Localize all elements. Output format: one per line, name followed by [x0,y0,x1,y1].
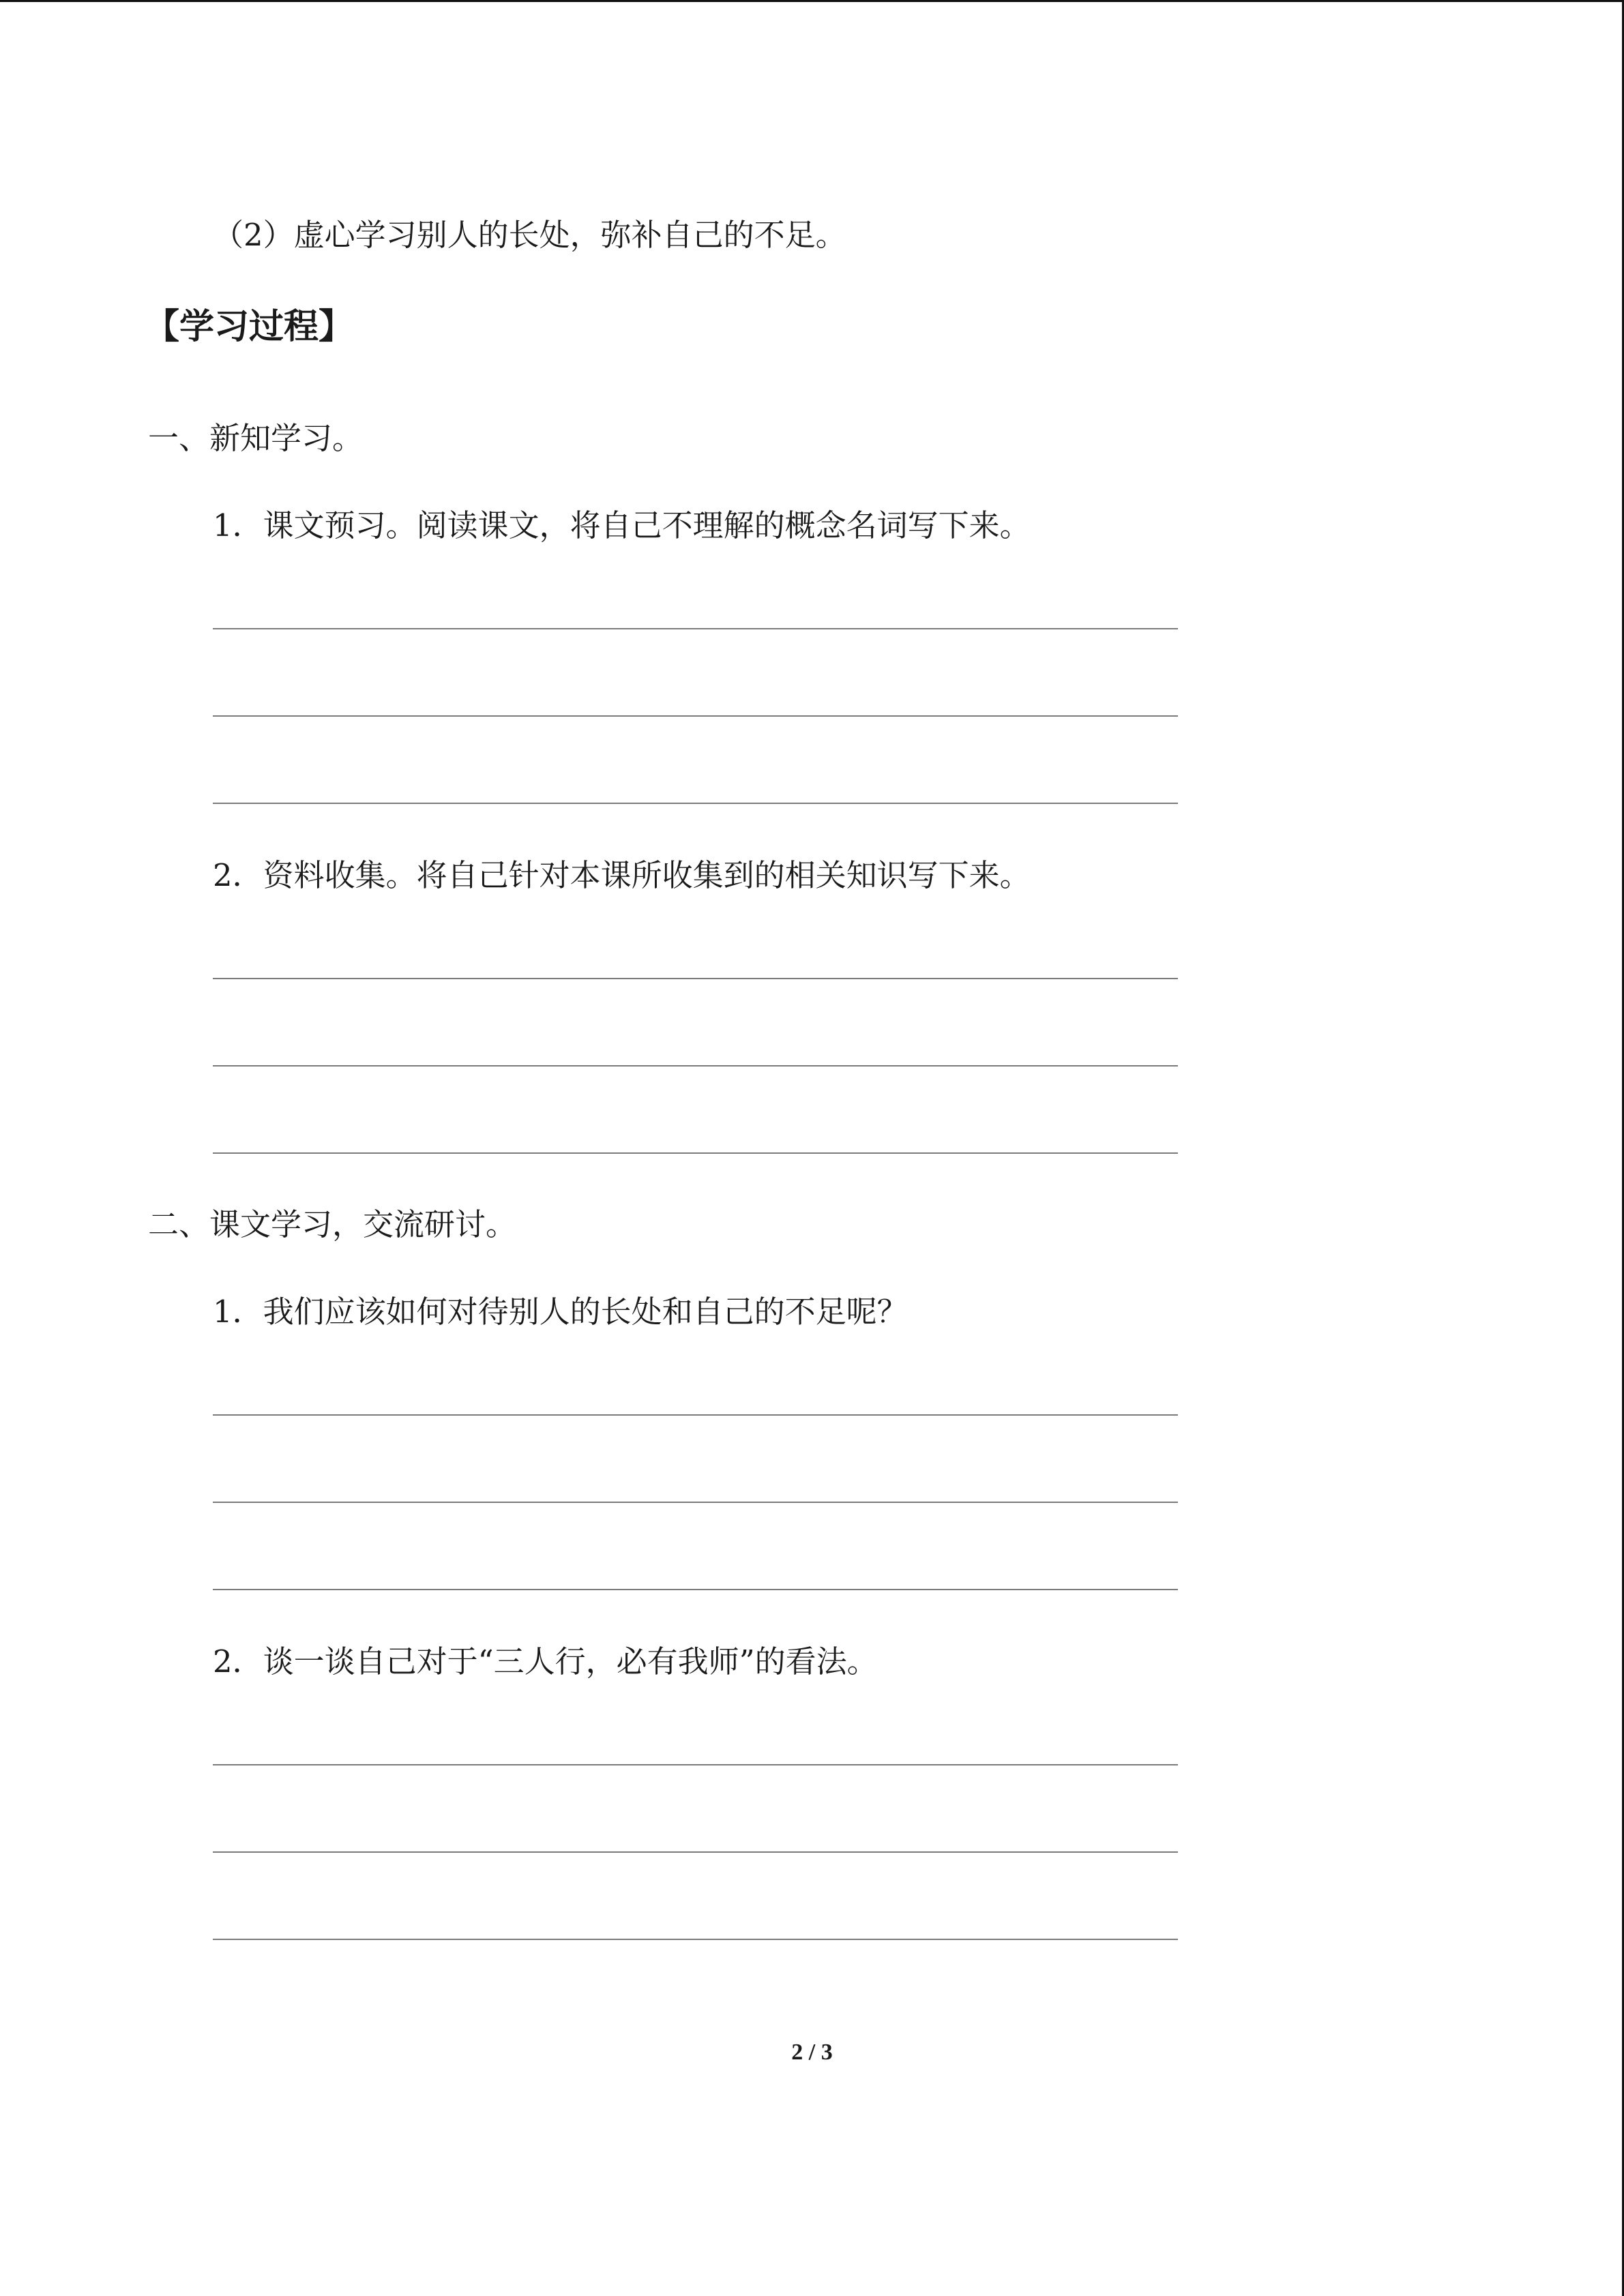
answer-line[interactable] [213,1152,1178,1154]
answer-line[interactable] [213,1589,1178,1590]
answer-line[interactable] [213,1502,1178,1503]
page-top-border [0,0,1624,2]
answer-line[interactable] [213,1939,1178,1940]
answer-line[interactable] [213,1764,1178,1765]
part-two-title: 二、课文学习，交流研讨。 [148,1206,517,1242]
answer-line[interactable] [213,1065,1178,1067]
answer-line[interactable] [213,715,1178,717]
part-one-question-2: 2．资料收集。将自己针对本课所收集到的相关知识写下来。 [213,857,1031,893]
answer-line[interactable] [213,803,1178,804]
answer-line[interactable] [213,1851,1178,1853]
answer-line[interactable] [213,628,1178,629]
part-two-question-2: 2．谈一谈自己对于“三人行，必有我师”的看法。 [213,1643,878,1680]
part-one-title: 一、新知学习。 [148,420,364,456]
part-one-question-1: 1．课文预习。阅读课文，将自己不理解的概念名词写下来。 [213,507,1031,543]
section-heading-learning-process: 【学习过程】 [145,307,354,347]
page-number: 2 / 3 [791,2040,833,2065]
part-two-question-1: 1．我们应该如何对待别人的长处和自己的不足呢？ [213,1294,908,1330]
objective-item-2: （2）虚心学习别人的长处，弥补自己的不足。 [213,217,846,253]
answer-line[interactable] [213,978,1178,979]
answer-line[interactable] [213,1414,1178,1416]
